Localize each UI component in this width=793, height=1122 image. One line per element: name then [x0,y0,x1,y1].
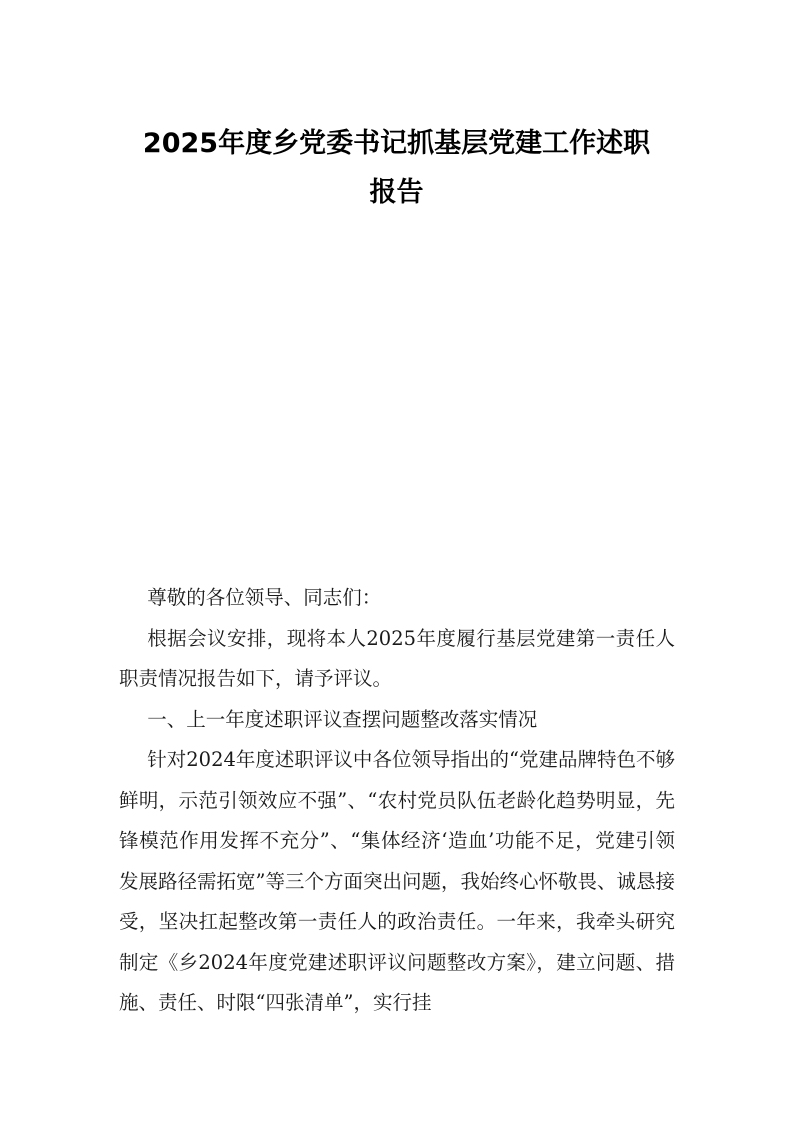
body-paragraph: 针对2024年度述职评议中各位领导指出的“党建品牌特色不够鲜明，示范引领效应不强”、“农村党员队伍老龄化趋势明显，先锋模范作用发挥不充分”、“集体经济‘造血’功能不足，党建引领发展路径需拓宽”等三个方面突出问题，我始终心怀敬畏、诚恳接受，坚决扛起整改第一责任人的政治责任。一年来，我牵头研究制定《乡2024年度党建述职评议问题整改方案》，建立问题、措施、责任、时限“四张清单”，实行挂 [119,748,675,1014]
document-title-line-2: 报告 [369,177,424,208]
document-body [119,578,675,1024]
salutation-paragraph: 尊敬的各位领导、同志们： [147,586,382,609]
document-title-line-1: 2025年度乡党委书记抓基层党建工作述职 [142,128,651,159]
intro-paragraph: 根据会议安排，现将本人2025年度履行基层党建第一责任人职责情况报告如下，请予评议。 [119,626,675,690]
section-heading: 一、上一年度述职评议查摆问题整改落实情况 [147,707,538,731]
